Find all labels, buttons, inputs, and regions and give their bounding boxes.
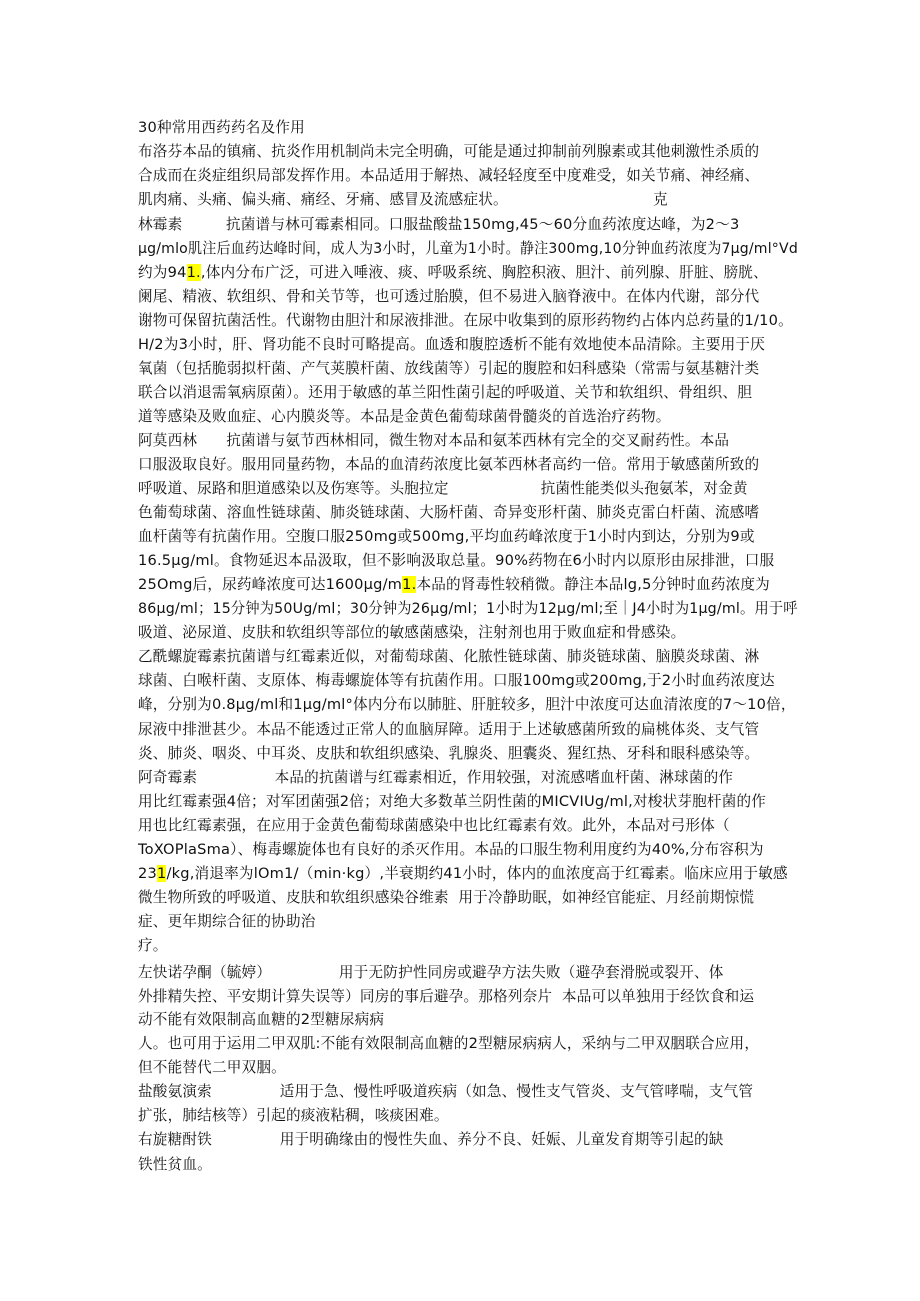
text-line bbox=[138, 501, 798, 525]
text-segment: ,体内分布广泛，可进入唾液、痰、呼吸系统、胸腔积液、胆汁、前列腺、肝脏、膀胱、 bbox=[200, 264, 768, 281]
text-segment: 阿莫西林 抗菌谱与氨节西林相同，微生物对本品和氨苯西林有完全的交叉耐药性。本品 bbox=[138, 432, 730, 449]
text-line bbox=[138, 1153, 798, 1177]
text-segment: 症、更年期综合征的协助治 bbox=[138, 913, 316, 930]
text-line bbox=[138, 985, 798, 1009]
text-line bbox=[138, 333, 798, 357]
text-line bbox=[138, 285, 798, 309]
text-line bbox=[138, 357, 798, 381]
text-line bbox=[138, 838, 798, 862]
text-line bbox=[138, 309, 798, 333]
text-line bbox=[138, 549, 798, 573]
text-segment: 林霉素 抗菌谱与林可霉素相同。口服盐酸盐150mg,45～60分血药浓度达峰，为2～3 bbox=[138, 216, 740, 233]
text-line bbox=[138, 766, 798, 790]
text-segment: 动不能有效限制高血糖的2型糖尿病病 bbox=[138, 1011, 385, 1028]
text-segment: 吸道、泌尿道、皮肤和软组织等部位的敏感菌感染，注射剂也用于败血症和骨感染。 bbox=[138, 624, 686, 641]
text-line bbox=[138, 237, 798, 261]
text-segment: 峰，分别为0.8μg∕ml和1μg∕ml°体内分布以肺脏、肝脏较多，胆汁中浓度可达血清浓度的7～10倍， bbox=[138, 696, 796, 713]
text-segment: 阿奇霉素 本品的抗菌谱与红霉素相近，作用较强，对流感嗜血杆菌、淋球菌的作 bbox=[138, 769, 734, 786]
text-line bbox=[138, 261, 798, 285]
text-line bbox=[138, 213, 798, 237]
text-line bbox=[138, 429, 798, 453]
text-segment: 用比红霉素强4倍；对军团菌强2倍；对绝大多数革兰阴性菌的MICVIUg/ml,对梭状芽胞杆菌的作 bbox=[138, 793, 767, 810]
text-segment: 氧菌（包括脆弱拟杆菌、产气荚膜杆菌、放线菌等）引起的腹腔和妇科感染（常需与氨基糖汁类 bbox=[138, 360, 760, 377]
text-segment: 口服汲取良好。服用同量药物，本品的血清药浓度比氨苯西林者高约一倍。常用于敏感菌所致的 bbox=[138, 456, 760, 473]
text-segment: 16.5μg∕ml。食物延迟本品汲取，但不影响汲取总量。90%药物在6小时内以原形由尿排泄，口服 bbox=[138, 552, 775, 569]
text-segment: 86μg∕ml；15分钟为50Ug/ml；30分钟为26μg∕ml；1小时为12μg∕ml;至｜J4小时为1μg∕ml。用于呼 bbox=[138, 600, 798, 617]
text-segment: 但不能替代二甲双胭。 bbox=[138, 1059, 286, 1076]
text-segment: 23 bbox=[138, 865, 157, 882]
text-line bbox=[138, 164, 798, 188]
text-line bbox=[138, 140, 798, 164]
text-segment: 血杆菌等有抗菌作用。空腹口服250mg或500mg,平均血药峰浓度于1小时内到达，分别为9或 bbox=[138, 528, 755, 545]
text-line bbox=[138, 961, 798, 985]
text-line bbox=[138, 886, 798, 910]
text-segment: 人。也可用于运用二甲双肌:不能有效限制高血糖的2型糖尿病病人，采纳与二甲双胭联合应用， bbox=[138, 1035, 760, 1052]
text-line bbox=[138, 453, 798, 477]
text-segment: 用也比红霉素强，在应用于金黄色葡萄球菌感染中也比红霉素有效。此外，本品对弓形体（ bbox=[138, 817, 730, 834]
text-line bbox=[138, 405, 798, 429]
text-line bbox=[138, 934, 798, 958]
text-segment: 微生物所致的呼吸道、皮肤和软组织感染谷维素 用于冷静助眠，如神经官能症、月经前期惊慌 bbox=[138, 889, 755, 906]
text-segment: 道等感染及败血症、心内膜炎等。本品是金黄色葡萄球菌骨髓炎的首选治疗药物。 bbox=[138, 408, 671, 425]
text-line bbox=[138, 910, 798, 934]
document-title bbox=[138, 116, 798, 140]
text-line bbox=[138, 1032, 798, 1056]
text-line bbox=[138, 1104, 798, 1128]
text-line bbox=[138, 718, 798, 742]
text-line bbox=[138, 645, 798, 669]
text-line bbox=[138, 188, 798, 212]
text-line bbox=[138, 814, 798, 838]
text-segment: 尿液中排泄甚少。本品不能透过正常人的血脑屏障。适用于上述敏感菌所致的扁桃体炎、支气管 bbox=[138, 721, 760, 738]
text-segment: 盐酸氨演索 适用于急、慢性呼吸道疾病（如急、慢性支气管炎、支气管哮喘，支气管 bbox=[138, 1083, 754, 1100]
text-segment: 25Omg后，尿药峰浓度可达1600μg∕m bbox=[138, 576, 403, 593]
text-segment: 球菌、白喉杆菌、支原体、梅毒螺旋体等有抗菌作用。口服100mg或200mg,于2小时血药浓度达 bbox=[138, 672, 775, 689]
highlighted-text: 1. bbox=[186, 264, 201, 281]
text-segment: 右旋糖酎铁 用于明确缘由的慢性失血、养分不良、妊娠、儿童发育期等引起的缺 bbox=[138, 1131, 724, 1148]
text-segment: 乙酰螺旋霉素抗菌谱与红霉素近似，对葡萄球菌、化脓性链球菌、肺炎链球菌、脑膜炎球菌、淋 bbox=[138, 648, 760, 665]
text-line bbox=[138, 742, 798, 766]
text-segment: H/2为3小时，肝、肾功能不良时可略提高。血透和腹腔透析不能有效地使本品清除。主要用于厌 bbox=[138, 336, 766, 353]
text-segment: 炎、肺炎、咽炎、中耳炎、皮肤和软组织感染、乳腺炎、胆囊炎、猩红热、牙科和眼科感染等。 bbox=[138, 745, 760, 762]
text-segment: 肌肉痛、头痛、偏头痛、痛经、牙痛、感冒及流感症状。 克 bbox=[138, 191, 668, 208]
text-segment: 色葡萄球菌、溶血性链球菌、肺炎链球菌、大肠杆菌、奇异变形杆菌、肺炎克雷白杆菌、流感嗜 bbox=[138, 504, 760, 521]
text-line bbox=[138, 1008, 798, 1032]
text-segment: 本品的肾毒性较稍微。静注本品lg,5分钟时血药浓度为 bbox=[416, 576, 770, 593]
text-line bbox=[138, 1128, 798, 1152]
text-segment: 布洛芬本品的镇痛、抗炎作用机制尚未完全明确，可能是通过抑制前列腺素或其他刺激性杀质的 bbox=[138, 143, 760, 160]
text-segment: 左快诺孕酮（毓婷） 用于无防护性同房或避孕方法失败（避孕套滑脱或裂开、体 bbox=[138, 964, 724, 981]
highlighted-text: 1 bbox=[156, 865, 167, 882]
highlighted-text: 1. bbox=[402, 576, 417, 593]
text-segment: ToXOPlaSma）、梅毒螺旋体也有良好的杀灭作用。本品的口服生物利用度约为40%,分布容积为 bbox=[138, 841, 764, 858]
text-segment: ∕kg,消退率为lOm1/（min·kg）,半衰期约41小时，体内的血浓度高于红霉素。临床应用于敏感 bbox=[166, 865, 788, 882]
text-segment: 疗。 bbox=[138, 937, 168, 954]
text-segment: 扩张，肺结核等）引起的痰液粘稠，咳痰困难。 bbox=[138, 1107, 449, 1124]
text-line bbox=[138, 669, 798, 693]
text-segment: 呼吸道、尿路和胆道感染以及伤寒等。头胞拉定 抗菌性能类似头孢氨苯，对金黄 bbox=[138, 480, 748, 497]
text-segment: 外排精失控、平安期计算失误等）同房的事后避孕。那格列奈片 本品可以单独用于经饮食和运 bbox=[138, 988, 755, 1005]
text-line bbox=[138, 573, 798, 597]
text-line bbox=[138, 862, 798, 886]
text-line bbox=[138, 597, 798, 621]
text-line bbox=[138, 790, 798, 814]
text-segment: 联合以消退需氧病原菌）。还用于敏感的革兰阳性菌引起的呼吸道、关节和软组织、骨组织、胆 bbox=[138, 384, 753, 401]
text-segment: 30种常用西药药名及作用 bbox=[138, 119, 305, 136]
text-segment: 约为94 bbox=[138, 264, 187, 281]
text-line bbox=[138, 381, 798, 405]
text-line bbox=[138, 693, 798, 717]
text-segment: μg∕mlo肌注后血药达峰时间，成人为3小时，儿童为1小时。静注300mg,10分钟血药浓度为7μg∕ml°Vd bbox=[138, 240, 798, 257]
text-segment: 谢物可保留抗菌活性。代谢物由胆汁和尿液排泄。在尿中收集到的原形药物约占体内总药量的1/10。 bbox=[138, 312, 793, 329]
text-segment: 铁性贫血。 bbox=[138, 1156, 212, 1173]
text-line bbox=[138, 1080, 798, 1104]
text-segment: 合成而在炎症组织局部发挥作用。本品适用于解热、减轻轻度至中度难受，如关节痛、神经痛、 bbox=[138, 167, 760, 184]
text-line bbox=[138, 525, 798, 549]
text-line bbox=[138, 621, 798, 645]
text-segment: 阑尾、精液、软组织、骨和关节等，也可透过胎膜，但不易进入脑脊液中。在体内代谢，部分代 bbox=[138, 288, 760, 305]
text-line bbox=[138, 1056, 798, 1080]
text-line bbox=[138, 477, 798, 501]
